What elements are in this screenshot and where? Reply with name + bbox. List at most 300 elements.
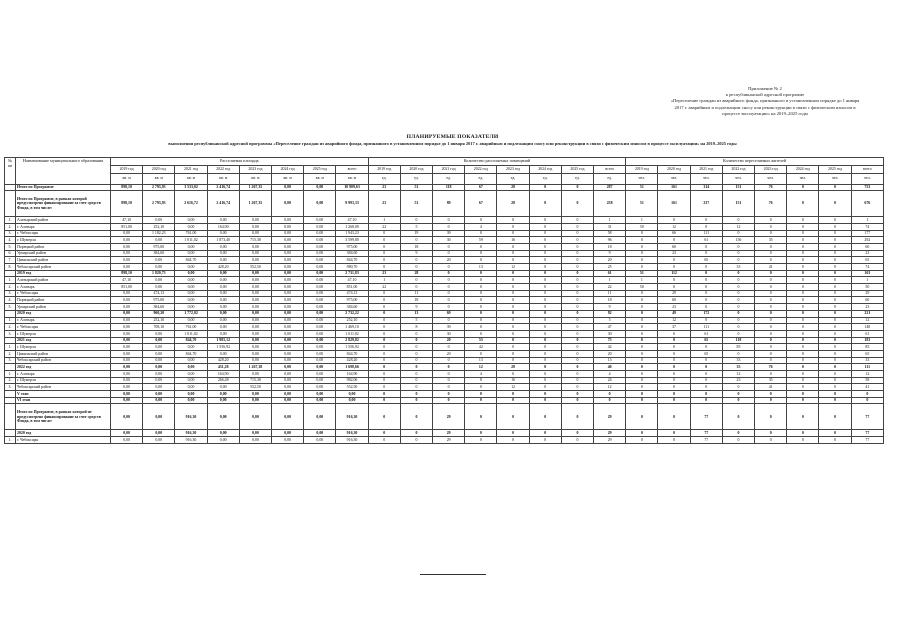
row-value: 161 — [658, 184, 690, 191]
row-value: 0 — [819, 344, 851, 351]
table-row — [5, 364, 884, 371]
row-value: 975,00 — [336, 297, 368, 304]
row-value: 0,00 — [207, 290, 239, 297]
row-value: 9 — [594, 250, 626, 257]
row-value: 2 793,93 — [143, 191, 175, 217]
row-value: 0 — [819, 384, 851, 391]
row-value: 0 — [529, 237, 561, 244]
row-value: 1 — [851, 217, 883, 224]
row-value: 1 698,66 — [336, 364, 368, 371]
row-value: 0 — [819, 391, 851, 398]
row-value: 0 — [755, 404, 787, 430]
row-value: 428,20 — [207, 264, 239, 271]
row-value: 0,00 — [143, 404, 175, 430]
row-name: г. Чебоксары — [16, 290, 111, 297]
row-value: 0 — [626, 337, 658, 344]
row-number: 1. — [5, 437, 16, 444]
row-value: 898,10 — [111, 184, 143, 191]
row-value: 851,00 — [111, 284, 143, 291]
row-value: 0 — [819, 230, 851, 237]
row-value: 1 — [626, 277, 658, 284]
row-value: 0,00 — [272, 357, 304, 364]
row-value: 51 — [626, 184, 658, 191]
row-value: 0,00 — [304, 237, 336, 244]
row-value: 0 — [529, 217, 561, 224]
row-value: 12 — [722, 223, 754, 230]
row-value: 0 — [626, 357, 658, 364]
table-row — [5, 223, 884, 230]
row-value: 0 — [561, 217, 593, 224]
row-value: 0,00 — [304, 270, 336, 277]
row-value: 916,30 — [336, 437, 368, 444]
row-value: 0 — [497, 257, 529, 264]
row-value: 0 — [755, 391, 787, 398]
row-value: 0 — [722, 397, 754, 404]
row-value: 0 — [433, 217, 465, 224]
row-value: 0 — [529, 284, 561, 291]
row-value: 148 — [851, 324, 883, 331]
row-value: 47,10 — [111, 217, 143, 224]
row-number: 3. — [5, 230, 16, 237]
appendix-line: «Переселение граждан из аварийного фонда, признанного в установленном порядке до 1 января — [670, 98, 860, 104]
appendix-line: к республиканской адресной программе — [725, 92, 805, 98]
row-value: 0 — [433, 344, 465, 351]
row-value: 13 — [400, 310, 432, 317]
row-value: 0,00 — [272, 223, 304, 230]
row-value: 0 — [658, 257, 690, 264]
row-value: 39 — [433, 230, 465, 237]
row-value: 916,30 — [175, 404, 207, 430]
row-value: 0 — [561, 243, 593, 250]
header-year: 2023 год — [497, 166, 529, 174]
row-value: 0 — [561, 397, 593, 404]
row-value: 0 — [465, 257, 497, 264]
row-value: 0 — [497, 430, 529, 437]
row-value: 0 — [433, 277, 465, 284]
row-value: 0,00 — [111, 377, 143, 384]
row-number: 1. — [5, 317, 16, 324]
row-value: 0 — [658, 404, 690, 430]
row-value: 20 — [594, 257, 626, 264]
row-value: 0 — [722, 317, 754, 324]
row-value: 0 — [465, 277, 497, 284]
row-value: 65 — [690, 350, 722, 357]
row-value: 0 — [529, 344, 561, 351]
row-value: 0,00 — [272, 344, 304, 351]
row-number: 2. — [5, 223, 16, 230]
row-value: 2 416,74 — [207, 191, 239, 217]
row-value: 0 — [400, 257, 432, 264]
row-value: 74 — [851, 264, 883, 271]
row-value: 0 — [658, 391, 690, 398]
row-value: 0 — [368, 243, 400, 250]
row-value: 16 — [497, 237, 529, 244]
row-value: 0 — [658, 264, 690, 271]
row-value: 916,30 — [336, 404, 368, 430]
row-value: 0 — [400, 430, 432, 437]
row-value: 0,00 — [272, 337, 304, 344]
row-value: 4 — [594, 371, 626, 378]
row-value: 0 — [722, 437, 754, 444]
row-value: 0,00 — [207, 391, 239, 398]
row-value: 1 011,02 — [336, 330, 368, 337]
row-value: 65 — [690, 337, 722, 344]
row-value: 287 — [594, 184, 626, 191]
row-value: 844,70 — [336, 257, 368, 264]
row-value: 0 — [465, 250, 497, 257]
row-value: 0 — [819, 437, 851, 444]
row-value: 118 — [433, 184, 465, 191]
row-value: 0,00 — [336, 391, 368, 398]
row-value: 0,00 — [272, 384, 304, 391]
row-value: 0 — [400, 284, 432, 291]
table-row — [5, 257, 884, 264]
table-row — [5, 344, 884, 351]
row-name: Алатырский район — [16, 217, 111, 224]
row-value: 4 — [465, 223, 497, 230]
row-value: 0 — [690, 344, 722, 351]
row-value: 28 — [497, 364, 529, 371]
row-value: 33 — [722, 357, 754, 364]
row-value: 0 — [626, 324, 658, 331]
row-value: 0,00 — [207, 404, 239, 430]
row-value: 0,00 — [304, 297, 336, 304]
row-value: 0 — [626, 344, 658, 351]
row-value: 118 — [722, 337, 754, 344]
row-value: 0 — [368, 310, 400, 317]
header-year: 2019 год — [111, 166, 143, 174]
row-value: 0 — [690, 384, 722, 391]
row-value: 0,00 — [239, 430, 271, 437]
row-value: 221 — [851, 310, 883, 317]
row-value: 1 267,35 — [239, 184, 271, 191]
row-value: 0,00 — [207, 437, 239, 444]
row-value: 0 — [787, 223, 819, 230]
row-value: 898,10 — [111, 270, 143, 277]
row-value: 41 — [851, 384, 883, 391]
row-value: 85 — [851, 344, 883, 351]
row-value: 0 — [626, 391, 658, 398]
row-value: 0,00 — [143, 384, 175, 391]
row-name: г. Шумерля — [16, 237, 111, 244]
header-year: 2020 год — [143, 166, 175, 174]
row-value: 0 — [561, 377, 593, 384]
row-value: 753 — [851, 184, 883, 191]
row-value: 0 — [690, 270, 722, 277]
row-value: 0,00 — [272, 191, 304, 217]
row-value: 0 — [368, 297, 400, 304]
row-value: 0 — [626, 230, 658, 237]
row-number — [5, 364, 16, 371]
row-value: 980,70 — [336, 264, 368, 271]
row-value: 0 — [819, 317, 851, 324]
row-value: 1 182,23 — [143, 230, 175, 237]
row-value: 0 — [465, 391, 497, 398]
row-value: 1 873,40 — [207, 237, 239, 244]
row-value: 0 — [529, 277, 561, 284]
table-row — [5, 243, 884, 250]
row-value: 0,00 — [143, 264, 175, 271]
row-value: 111 — [690, 230, 722, 237]
row-value: 0 — [755, 337, 787, 344]
row-value: 58 — [594, 230, 626, 237]
row-value: 23 — [851, 304, 883, 311]
row-value: 0 — [368, 250, 400, 257]
row-number — [5, 430, 16, 437]
row-value: 0 — [368, 264, 400, 271]
row-value: 0 — [819, 297, 851, 304]
row-value: 0 — [561, 223, 593, 230]
row-name: Цивильский район — [16, 350, 111, 357]
table-row — [5, 191, 884, 217]
row-value: 0 — [368, 357, 400, 364]
header-unit: чел. — [722, 173, 754, 184]
row-value: 0 — [722, 430, 754, 437]
row-value: 29 — [594, 430, 626, 437]
row-value: 0,00 — [272, 317, 304, 324]
header-unit: чел. — [787, 173, 819, 184]
row-number: 7. — [5, 257, 16, 264]
row-value: 0 — [400, 330, 432, 337]
row-value: 19 — [400, 230, 432, 237]
row-value: 0 — [594, 391, 626, 398]
row-value: 0 — [561, 404, 593, 430]
row-number: 1. — [5, 277, 16, 284]
row-value: 0,00 — [239, 324, 271, 331]
row-value: 982,06 — [336, 377, 368, 384]
row-value: 0 — [787, 430, 819, 437]
header-years-row — [5, 166, 884, 174]
header-unit: ед. — [465, 173, 497, 184]
row-value: 0,00 — [304, 243, 336, 250]
row-value: 29 — [433, 437, 465, 444]
row-value: 0 — [433, 304, 465, 311]
row-value: 428,20 — [336, 357, 368, 364]
row-value: 0 — [497, 344, 529, 351]
row-value: 0 — [722, 404, 754, 430]
row-value: 0,00 — [304, 371, 336, 378]
row-value: 676 — [851, 191, 883, 217]
row-value: 0,00 — [304, 310, 336, 317]
row-value: 0 — [400, 371, 432, 378]
row-value: 0 — [819, 364, 851, 371]
header-year: 2025 год — [819, 166, 851, 174]
row-value: 0,00 — [239, 404, 271, 430]
table-row — [5, 264, 884, 271]
row-value: 0 — [400, 350, 432, 357]
row-value: 0,00 — [111, 371, 143, 378]
row-value: 0,00 — [111, 297, 143, 304]
row-value: 0 — [529, 304, 561, 311]
row-value: 0,00 — [175, 284, 207, 291]
row-number: 2. — [5, 350, 16, 357]
header-year: 2022 год — [465, 166, 497, 174]
header-year: 2024 год — [529, 166, 561, 174]
row-value: 0 — [433, 397, 465, 404]
row-value: 0,00 — [272, 437, 304, 444]
row-value: 0,00 — [304, 337, 336, 344]
row-value: 9 — [594, 304, 626, 311]
header-year: 2019 год — [626, 166, 658, 174]
row-value: 0 — [465, 230, 497, 237]
row-value: 844,70 — [175, 337, 207, 344]
row-value: 13 — [465, 357, 497, 364]
row-value: 237 — [690, 191, 722, 217]
header-year: всего — [851, 166, 883, 174]
row-value: 0 — [433, 377, 465, 384]
row-value: 0 — [819, 223, 851, 230]
row-value: 0,00 — [272, 350, 304, 357]
row-value: 0,00 — [175, 290, 207, 297]
row-value: 292 — [851, 237, 883, 244]
row-value: 0 — [787, 290, 819, 297]
header-group-premises: Количество расселяемых помещений — [368, 158, 626, 166]
appendix-line: процессе эксплуатации» на 2019–2025 годы — [722, 110, 808, 116]
row-value: 30 — [433, 330, 465, 337]
row-value: 0,00 — [143, 237, 175, 244]
row-value: 0 — [690, 377, 722, 384]
row-value: 0 — [755, 217, 787, 224]
row-number — [5, 184, 16, 191]
row-value: 0 — [755, 290, 787, 297]
row-value: 0 — [561, 371, 593, 378]
row-value: 0 — [787, 310, 819, 317]
row-value: 0,00 — [304, 217, 336, 224]
row-value: 151 — [722, 191, 754, 217]
table-row — [5, 217, 884, 224]
row-value: 4 — [465, 371, 497, 378]
row-value: 0 — [690, 397, 722, 404]
row-value: 0 — [400, 384, 432, 391]
row-value: 0 — [529, 437, 561, 444]
row-value: 0,00 — [111, 384, 143, 391]
row-value: 0,00 — [239, 304, 271, 311]
row-value: 0,00 — [239, 223, 271, 230]
row-value: 1 943,23 — [336, 230, 368, 237]
row-value: 1 267,35 — [239, 191, 271, 217]
row-value: 0 — [658, 437, 690, 444]
row-value: 0,00 — [207, 284, 239, 291]
row-value: 0 — [497, 250, 529, 257]
row-value: 0,00 — [272, 290, 304, 297]
header-year: 2025 год — [561, 166, 593, 174]
row-value: 0,00 — [272, 184, 304, 191]
row-value: 0,00 — [207, 350, 239, 357]
header-unit: кв. м — [111, 173, 143, 184]
row-value: 0,00 — [304, 350, 336, 357]
row-value: 0,00 — [175, 243, 207, 250]
row-value: 1 820,73 — [143, 270, 175, 277]
row-value: 0,00 — [304, 317, 336, 324]
row-value: 0 — [497, 223, 529, 230]
row-value: 29 — [594, 404, 626, 430]
row-value: 0,00 — [143, 391, 175, 398]
row-value: 0,00 — [239, 391, 271, 398]
row-value: 0 — [755, 310, 787, 317]
row-value: 3 533,02 — [175, 184, 207, 191]
row-value: 715,38 — [239, 377, 271, 384]
row-value: 0 — [561, 237, 593, 244]
row-value: 0,00 — [207, 324, 239, 331]
row-value: 0 — [755, 357, 787, 364]
row-value: 0 — [626, 317, 658, 324]
row-value: 0 — [529, 350, 561, 357]
row-name: г. Шумерля — [16, 344, 111, 351]
row-value: 0,00 — [304, 404, 336, 430]
row-value: 151 — [722, 184, 754, 191]
row-value: 0 — [787, 391, 819, 398]
row-value: 0 — [561, 437, 593, 444]
row-value: 96 — [594, 237, 626, 244]
row-value: 0,00 — [143, 357, 175, 364]
header-year: всего — [336, 166, 368, 174]
row-value: 0 — [561, 297, 593, 304]
row-value: 0 — [787, 257, 819, 264]
row-value: 42 — [465, 344, 497, 351]
row-value: 0 — [400, 364, 432, 371]
row-value: 252,10 — [143, 223, 175, 230]
row-value: 0,00 — [111, 437, 143, 444]
header-unit: чел. — [626, 173, 658, 184]
row-value: 0,00 — [175, 304, 207, 311]
row-value: 0 — [433, 250, 465, 257]
row-value: 0 — [368, 317, 400, 324]
row-value: 0,00 — [143, 397, 175, 404]
row-value: 8 — [400, 324, 432, 331]
row-value: 0 — [658, 430, 690, 437]
row-value: 252,10 — [143, 317, 175, 324]
row-value: 0 — [529, 371, 561, 378]
row-value: 0 — [626, 350, 658, 357]
row-value: 0 — [626, 364, 658, 371]
row-value: 0 — [561, 270, 593, 277]
row-value: 0 — [626, 404, 658, 430]
row-value: 0 — [529, 377, 561, 384]
row-value: 0 — [658, 217, 690, 224]
row-value: 0,00 — [207, 257, 239, 264]
row-value: 156 — [722, 237, 754, 244]
row-value: 0 — [819, 290, 851, 297]
row-value: 0,00 — [111, 337, 143, 344]
row-value: 0 — [755, 230, 787, 237]
row-value: 20 — [594, 350, 626, 357]
row-value: 0,00 — [239, 310, 271, 317]
row-value: 0 — [529, 264, 561, 271]
row-value: 0 — [561, 350, 593, 357]
row-value: 0 — [368, 377, 400, 384]
row-value: 50 — [626, 284, 658, 291]
row-value: 0,00 — [304, 430, 336, 437]
row-value: 0 — [497, 284, 529, 291]
row-value: 0 — [722, 350, 754, 357]
row-value: 0 — [658, 364, 690, 371]
row-value: 0 — [561, 337, 593, 344]
row-value: 0 — [787, 191, 819, 217]
row-value: 0,00 — [272, 330, 304, 337]
row-value: 0 — [561, 391, 593, 398]
header-year: 2022 год — [722, 166, 754, 174]
row-value: 0,00 — [175, 364, 207, 371]
row-value: 0 — [819, 404, 851, 430]
row-value: 0,00 — [239, 397, 271, 404]
row-value: 2 416,74 — [207, 184, 239, 191]
row-value: 0 — [626, 237, 658, 244]
row-value: 0 — [755, 371, 787, 378]
row-value: 0 — [465, 324, 497, 331]
row-value: 0 — [626, 330, 658, 337]
table-row — [5, 304, 884, 311]
row-value: 0 — [819, 430, 851, 437]
